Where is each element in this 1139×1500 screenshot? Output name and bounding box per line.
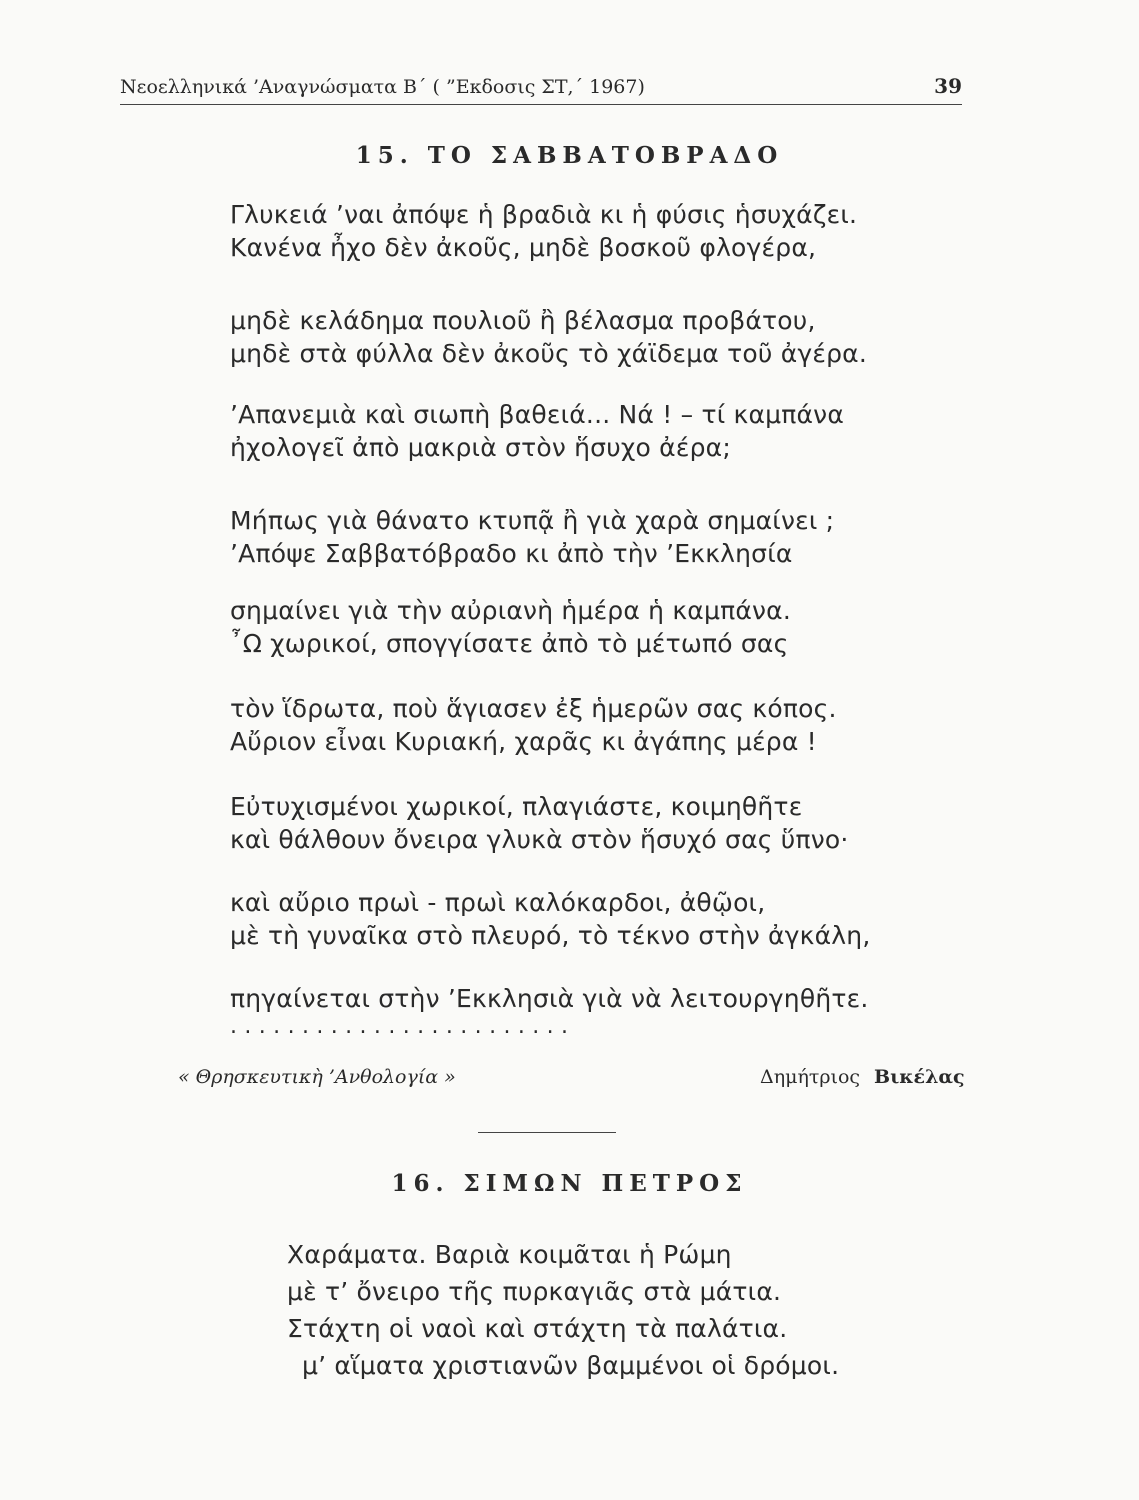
stanza-5 bbox=[230, 594, 791, 660]
verse-line: μηδὲ κελάδημα πουλιοῦ ἢ βέλασμα προβάτου, bbox=[230, 306, 816, 335]
header-rule bbox=[120, 104, 962, 105]
ellipsis-line: ........................ bbox=[230, 1014, 576, 1039]
verse-line: καὶ αὔριο πρωὶ - πρωὶ καλόκαρδοι, ἀθῷοι, bbox=[230, 888, 766, 917]
verse-line: Χαράματα. Βαριὰ κοιμᾶται ἡ Ρώμη bbox=[287, 1240, 732, 1269]
stanza-7 bbox=[230, 790, 849, 856]
stanza-6 bbox=[230, 692, 837, 758]
verse-line: ’Απανεμιὰ καὶ σιωπὴ βαθειά... Νά ! – τί καμπάνα bbox=[230, 400, 845, 429]
stanza-8 bbox=[230, 886, 870, 952]
verse-line: ῏Ω χωρικοί, σπογγίσατε ἀπὸ τὸ μέτωπό σας bbox=[230, 629, 789, 658]
verse-line: σημαίνει γιὰ τὴν αὐριανὴ ἡμέρα ἡ καμπάνα. bbox=[230, 596, 792, 625]
verse-line: μὲ τὴ γυναῖκα στὸ πλευρό, τὸ τέκνο στὴν ἀγκάλη, bbox=[230, 921, 871, 950]
stanza-1 bbox=[230, 198, 857, 264]
stanza-3 bbox=[230, 398, 844, 464]
stanza-2 bbox=[230, 304, 867, 370]
author-given-name: Δημήτριος bbox=[760, 1066, 861, 1088]
poem-2-stanza bbox=[287, 1236, 839, 1384]
running-title: Νεοελληνικά ’Αναγνώσματα Β΄ ( ”Εκδοσις ΣΤ,΄ 1967) bbox=[120, 76, 645, 98]
running-header bbox=[120, 72, 962, 102]
poem-1-title: 15. ΤΟ ΣΑΒΒΑΤΟΒΡΑΔΟ bbox=[355, 142, 784, 169]
stanza-9 bbox=[230, 982, 869, 1015]
verse-line: ἠχολογεῖ ἀπὸ μακριὰ στὸν ἥσυχο ἀέρα; bbox=[230, 433, 731, 462]
author-family-name: Βικέλας bbox=[874, 1066, 965, 1088]
verse-line: Μήπως γιὰ θάνατο κτυπᾷ ἢ γιὰ χαρὰ σημαίνει ; bbox=[230, 506, 835, 535]
page-number: 39 bbox=[934, 74, 962, 98]
verse-line: Αὔριον εἶναι Κυριακή, χαρᾶς κι ἀγάπης μέρα ! bbox=[230, 727, 817, 756]
verse-line: Κανένα ἦχο δὲν ἀκοῦς, μηδὲ βοσκοῦ φλογέρα, bbox=[230, 233, 817, 262]
verse-line: καὶ θάλθουν ὄνειρα γλυκὰ στὸν ἥσυχό σας ὕπνο· bbox=[230, 825, 849, 854]
verse-line: Εὐτυχισμένοι χωρικοί, πλαγιάστε, κοιμηθῆτε bbox=[230, 792, 803, 821]
author bbox=[760, 1066, 965, 1088]
verse-line: ’Απόψε Σαββατόβραδο κι ἀπὸ τὴν ’Εκκλησία bbox=[230, 539, 793, 568]
verse-line: τὸν ἵδρωτα, ποὺ ἅγιασεν ἐξ ἡμερῶν σας κόπος. bbox=[230, 694, 837, 723]
verse-line: μ’ αἵματα χριστιανῶν βαμμένοι οἱ δρόμοι. bbox=[302, 1351, 840, 1380]
source-citation: « Θρησκευτικὴ ’Ανθολογία » bbox=[178, 1066, 456, 1088]
verse-line: μηδὲ στὰ φύλλα δὲν ἀκοῦς τὸ χάϊδεμα τοῦ ἀγέρα. bbox=[230, 339, 867, 368]
verse-line: μὲ τ’ ὄνειρο τῆς πυρκαγιᾶς στὰ μάτια. bbox=[287, 1277, 782, 1306]
poem-2-title: 16. ΣΙΜΩΝ ΠΕΤΡΟΣ bbox=[391, 1170, 748, 1197]
verse-line: Στάχτη οἱ ναοὶ καὶ στάχτη τὰ παλάτια. bbox=[287, 1314, 788, 1343]
verse-line: πηγαίνεται στὴν ’Εκκλησιὰ γιὰ νὰ λειτουργηθῆτε. bbox=[230, 984, 869, 1013]
verse-line: Γλυκειά ’ναι ἀπόψε ἡ βραδιὰ κι ἡ φύσις ἡσυχάζει. bbox=[230, 200, 858, 229]
stanza-4 bbox=[230, 504, 834, 570]
section-divider bbox=[478, 1132, 616, 1133]
